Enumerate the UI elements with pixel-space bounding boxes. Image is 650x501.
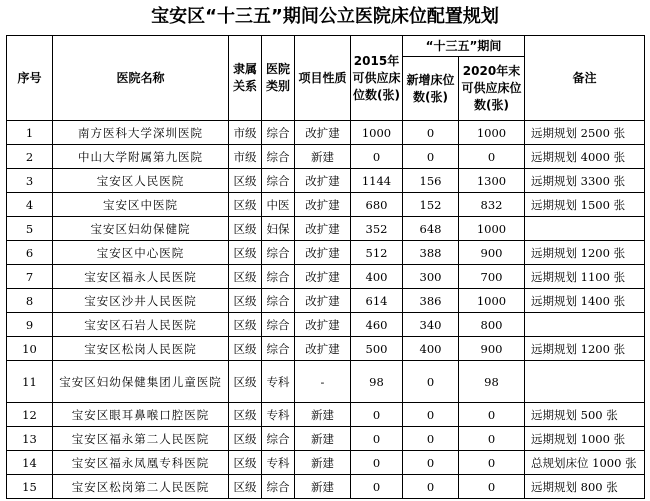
project-nature-cell: 改扩建 [295,265,351,289]
table-row [7,427,645,451]
hospital-name-cell: 南方医科大学深圳医院 [53,121,229,145]
seq-cell: 4 [7,193,53,217]
header-affiliation: 隶属关系 [229,36,262,121]
beds-2015-cell: 500 [351,337,403,361]
header-hospital-name: 医院名称 [53,36,229,121]
seq-cell: 10 [7,337,53,361]
beds-2020-cell: 900 [459,337,525,361]
new-beds-cell: 386 [403,289,459,313]
note-cell [525,217,645,241]
note-cell: 远期规划 3300 张 [525,169,645,193]
beds-2015-cell: 1000 [351,121,403,145]
hospital-name-cell: 宝安区沙井人民医院 [53,289,229,313]
hospital-name-cell: 宝安区中心医院 [53,241,229,265]
affiliation-cell: 区级 [229,427,262,451]
new-beds-cell: 340 [403,313,459,337]
note-cell: 远期规划 1200 张 [525,337,645,361]
category-cell: 综合 [262,121,295,145]
note-cell [525,361,645,403]
note-cell: 总规划床位 1000 张 [525,451,645,475]
category-cell: 综合 [262,241,295,265]
affiliation-cell: 区级 [229,361,262,403]
table-row [7,337,645,361]
affiliation-cell: 区级 [229,193,262,217]
project-nature-cell: 改扩建 [295,193,351,217]
affiliation-cell: 区级 [229,265,262,289]
note-cell: 远期规划 800 张 [525,475,645,499]
beds-2020-cell: 1000 [459,217,525,241]
hospital-name-cell: 宝安区石岩人民医院 [53,313,229,337]
table-row [7,289,645,313]
category-cell: 专科 [262,361,295,403]
note-cell: 远期规划 1400 张 [525,289,645,313]
beds-2020-cell: 1300 [459,169,525,193]
new-beds-cell: 0 [403,475,459,499]
seq-cell: 1 [7,121,53,145]
new-beds-cell: 156 [403,169,459,193]
table-row [7,361,645,403]
project-nature-cell: 改扩建 [295,337,351,361]
category-cell: 专科 [262,451,295,475]
header-seq: 序号 [7,36,53,121]
project-nature-cell: 改扩建 [295,241,351,265]
category-cell: 综合 [262,313,295,337]
new-beds-cell: 0 [403,451,459,475]
beds-2020-cell: 0 [459,475,525,499]
seq-cell: 15 [7,475,53,499]
header-note: 备注 [525,36,645,121]
new-beds-cell: 388 [403,241,459,265]
beds-2015-cell: 512 [351,241,403,265]
category-cell: 综合 [262,169,295,193]
hospital-name-cell: 宝安区松岗第二人民医院 [53,475,229,499]
affiliation-cell: 市级 [229,121,262,145]
beds-2020-cell: 900 [459,241,525,265]
new-beds-cell: 152 [403,193,459,217]
affiliation-cell: 区级 [229,403,262,427]
project-nature-cell: 改扩建 [295,169,351,193]
hospital-name-cell: 宝安区人民医院 [53,169,229,193]
affiliation-cell: 区级 [229,451,262,475]
table-body [7,121,645,499]
seq-cell: 8 [7,289,53,313]
seq-cell: 7 [7,265,53,289]
beds-2015-cell: 614 [351,289,403,313]
beds-2020-cell: 0 [459,145,525,169]
new-beds-cell: 0 [403,145,459,169]
table-row [7,217,645,241]
beds-2015-cell: 98 [351,361,403,403]
category-cell: 专科 [262,403,295,427]
project-nature-cell: 新建 [295,427,351,451]
category-cell: 综合 [262,289,295,313]
project-nature-cell: 改扩建 [295,121,351,145]
category-cell: 综合 [262,427,295,451]
note-cell: 远期规划 1200 张 [525,241,645,265]
affiliation-cell: 区级 [229,313,262,337]
affiliation-cell: 区级 [229,475,262,499]
header-beds-2020: 2020年末可供应床位数(张) [459,57,525,121]
note-cell [525,313,645,337]
hospital-name-cell: 宝安区福永人民医院 [53,265,229,289]
category-cell: 综合 [262,337,295,361]
beds-2015-cell: 0 [351,427,403,451]
beds-2020-cell: 700 [459,265,525,289]
seq-cell: 9 [7,313,53,337]
note-cell: 远期规划 4000 张 [525,145,645,169]
note-cell: 远期规划 1000 张 [525,427,645,451]
beds-2015-cell: 400 [351,265,403,289]
beds-2015-cell: 460 [351,313,403,337]
note-cell: 远期规划 500 张 [525,403,645,427]
hospital-name-cell: 中山大学附属第九医院 [53,145,229,169]
project-nature-cell: 新建 [295,145,351,169]
header-project-nature: 项目性质 [295,36,351,121]
seq-cell: 2 [7,145,53,169]
new-beds-cell: 0 [403,427,459,451]
hospital-name-cell: 宝安区福永凤凰专科医院 [53,451,229,475]
header-category: 医院类别 [262,36,295,121]
seq-cell: 6 [7,241,53,265]
project-nature-cell: 新建 [295,475,351,499]
hospital-name-cell: 宝安区福永第二人民医院 [53,427,229,451]
affiliation-cell: 区级 [229,337,262,361]
affiliation-cell: 区级 [229,169,262,193]
affiliation-cell: 区级 [229,241,262,265]
hospital-name-cell: 宝安区妇幼保健院 [53,217,229,241]
new-beds-cell: 300 [403,265,459,289]
project-nature-cell: 新建 [295,451,351,475]
header-new-beds: 新增床位数(张) [403,57,459,121]
table-row [7,121,645,145]
project-nature-cell: - [295,361,351,403]
beds-2015-cell: 352 [351,217,403,241]
beds-2020-cell: 1000 [459,121,525,145]
affiliation-cell: 市级 [229,145,262,169]
new-beds-cell: 0 [403,361,459,403]
hospital-bed-plan-table [6,35,645,499]
project-nature-cell: 改扩建 [295,313,351,337]
note-cell: 远期规划 1500 张 [525,193,645,217]
header-thirteenth-five-year-group: “十三五”期间 [403,36,525,57]
beds-2020-cell: 98 [459,361,525,403]
new-beds-cell: 648 [403,217,459,241]
document-title: 宝安区“十三五”期间公立医院床位配置规划 [151,6,499,27]
note-cell: 远期规划 1100 张 [525,265,645,289]
seq-cell: 13 [7,427,53,451]
beds-2015-cell: 1144 [351,169,403,193]
table-row [7,193,645,217]
category-cell: 综合 [262,475,295,499]
beds-2020-cell: 0 [459,427,525,451]
table-row [7,169,645,193]
project-nature-cell: 改扩建 [295,217,351,241]
table-row [7,241,645,265]
table-row [7,313,645,337]
seq-cell: 12 [7,403,53,427]
seq-cell: 3 [7,169,53,193]
table-row [7,475,645,499]
beds-2015-cell: 0 [351,451,403,475]
new-beds-cell: 0 [403,121,459,145]
affiliation-cell: 区级 [229,217,262,241]
category-cell: 综合 [262,265,295,289]
hospital-name-cell: 宝安区妇幼保健集团儿童医院 [53,361,229,403]
beds-2015-cell: 680 [351,193,403,217]
hospital-name-cell: 宝安区松岗人民医院 [53,337,229,361]
category-cell: 中医 [262,193,295,217]
new-beds-cell: 0 [403,403,459,427]
table-row [7,265,645,289]
hospital-name-cell: 宝安区眼耳鼻喉口腔医院 [53,403,229,427]
affiliation-cell: 区级 [229,289,262,313]
new-beds-cell: 400 [403,337,459,361]
seq-cell: 14 [7,451,53,475]
beds-2020-cell: 0 [459,403,525,427]
seq-cell: 5 [7,217,53,241]
beds-2015-cell: 0 [351,145,403,169]
beds-2020-cell: 832 [459,193,525,217]
beds-2020-cell: 800 [459,313,525,337]
table-row [7,451,645,475]
table-row [7,403,645,427]
category-cell: 妇保 [262,217,295,241]
table-row [7,145,645,169]
header-beds-2015: 2015年可供应床位数(张) [351,36,403,121]
hospital-name-cell: 宝安区中医院 [53,193,229,217]
beds-2020-cell: 1000 [459,289,525,313]
note-cell: 远期规划 2500 张 [525,121,645,145]
seq-cell: 11 [7,361,53,403]
beds-2020-cell: 0 [459,451,525,475]
project-nature-cell: 改扩建 [295,289,351,313]
project-nature-cell: 新建 [295,403,351,427]
beds-2015-cell: 0 [351,403,403,427]
beds-2015-cell: 0 [351,475,403,499]
category-cell: 综合 [262,145,295,169]
